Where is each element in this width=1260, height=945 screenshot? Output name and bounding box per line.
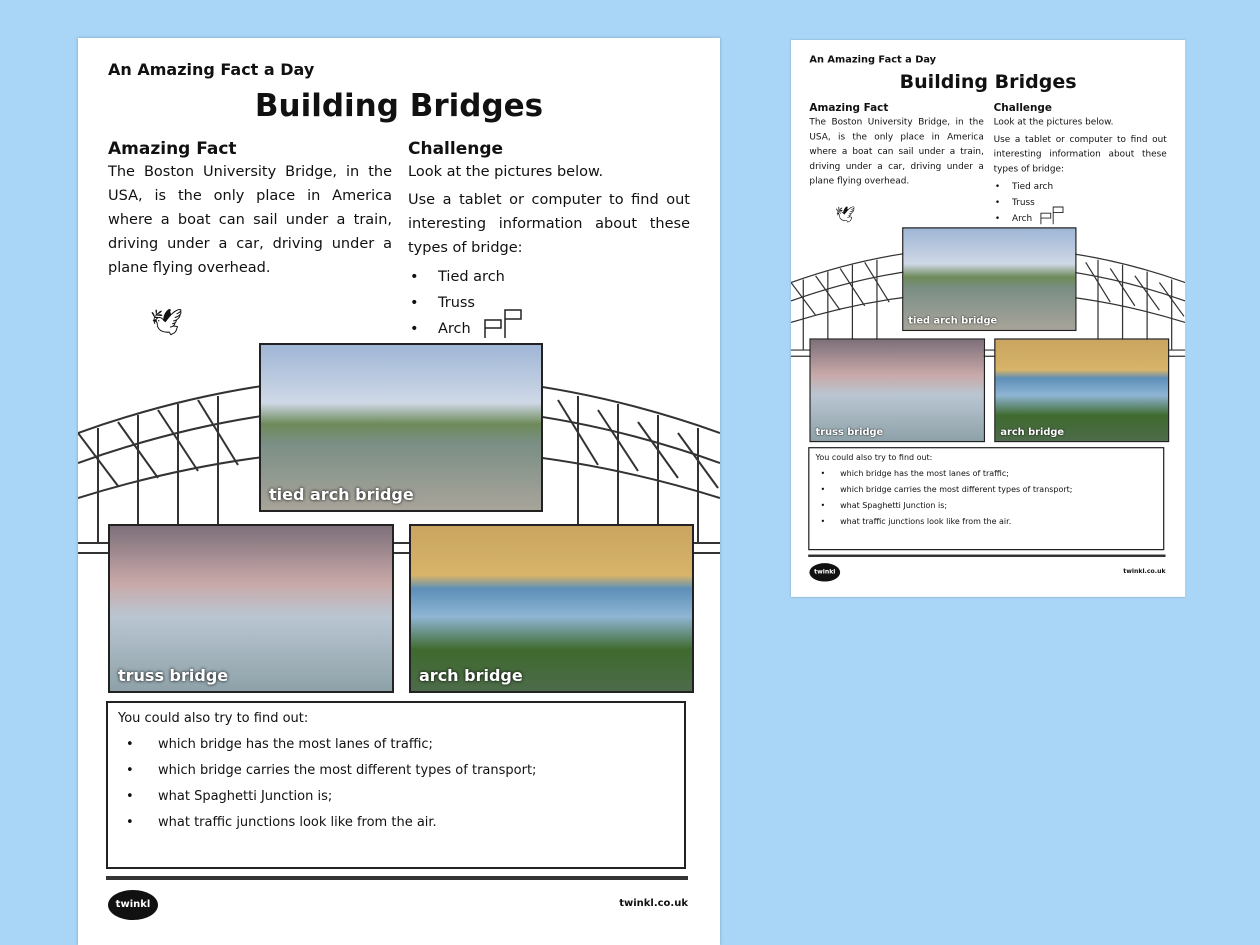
list-item: • what Spaghetti Junction is;: [118, 784, 674, 810]
worksheet-preview-full: [791, 40, 1185, 597]
challenge-section: [408, 138, 690, 342]
challenge-line1: Look at the pictures below.: [408, 164, 604, 180]
list-item: • what traffic junctions look like from the air.: [118, 810, 674, 836]
footer-divider: [106, 876, 688, 880]
extra-intro: You could also try to find out:: [815, 453, 933, 463]
fact-text: The Boston University Bridge, in the USA, is the only place in America where a boat can sail under a train, driving under a car, driving under a plane flying overhead.: [108, 164, 392, 276]
bird-icon: 🕊: [150, 308, 184, 338]
footer-url: twinkl.co.uk: [619, 898, 688, 909]
tied-arch-photo: [259, 343, 543, 512]
list-item: • Truss: [408, 290, 690, 316]
photo-caption: arch bridge: [419, 666, 523, 685]
list-item: • which bridge carries the most different types of transport;: [816, 482, 1157, 498]
twinkl-logo: twinkl: [108, 890, 158, 920]
twinkl-logo: twinkl: [809, 563, 840, 581]
flags-icon: [1040, 205, 1067, 226]
list-item: • which bridge has the most lanes of traffic;: [118, 732, 674, 758]
kicker: An Amazing Fact a Day: [108, 60, 315, 79]
challenge-line1: Look at the pictures below.: [993, 117, 1114, 128]
extra-intro: You could also try to find out:: [118, 711, 309, 726]
amazing-fact-section: [809, 101, 983, 191]
fact-heading: Amazing Fact: [108, 139, 237, 159]
footer-url: twinkl.co.uk: [1123, 568, 1166, 575]
footer-divider: [808, 555, 1165, 557]
page-title: Building Bridges: [254, 88, 544, 124]
fact-heading: Amazing Fact: [809, 102, 889, 115]
list-item: • Arch: [994, 211, 1167, 227]
truss-photo: [809, 338, 985, 442]
photo-caption: truss bridge: [815, 425, 884, 438]
extra-challenge-box: [808, 447, 1164, 550]
challenge-section: [994, 101, 1167, 226]
photo-caption: truss bridge: [118, 666, 229, 685]
challenge-heading: Challenge: [408, 139, 504, 159]
list-item: • Tied arch: [408, 264, 690, 290]
photo-caption: tied arch bridge: [269, 485, 414, 504]
page-title: Building Bridges: [899, 70, 1077, 93]
bird-icon: 🕊: [835, 205, 856, 225]
challenge-line2: Use a tablet or computer to find out interesting information about these types of bridge:: [993, 134, 1167, 174]
fact-text: The Boston University Bridge, in the USA, is the only place in America where a boat can sail under a train, driving under a car, driving under a plane flying overhead.: [809, 117, 984, 187]
challenge-line2: Use a tablet or computer to find out interesting information about these types of bridge:: [408, 192, 690, 256]
flags-icon: [483, 306, 527, 340]
arch-photo: [409, 524, 694, 693]
extra-challenge-box: [106, 701, 686, 869]
photo-caption: arch bridge: [1000, 425, 1065, 438]
challenge-heading: Challenge: [993, 102, 1052, 115]
amazing-fact-section: [108, 138, 392, 284]
list-item: • what traffic junctions look like from the air.: [816, 514, 1157, 530]
list-item: • which bridge carries the most different types of transport;: [118, 758, 674, 784]
truss-photo: [108, 524, 394, 693]
photo-caption: tied arch bridge: [908, 314, 998, 327]
list-item: • what Spaghetti Junction is;: [816, 498, 1157, 514]
arch-photo: [994, 338, 1169, 442]
list-item: • which bridge has the most lanes of traffic;: [816, 466, 1157, 482]
list-item: • Tied arch: [994, 179, 1167, 195]
kicker: An Amazing Fact a Day: [809, 53, 937, 66]
worksheet-preview-large: [78, 38, 720, 945]
tied-arch-photo: [902, 227, 1076, 331]
list-item: • Arch: [408, 316, 690, 342]
list-item: • Truss: [994, 195, 1167, 211]
